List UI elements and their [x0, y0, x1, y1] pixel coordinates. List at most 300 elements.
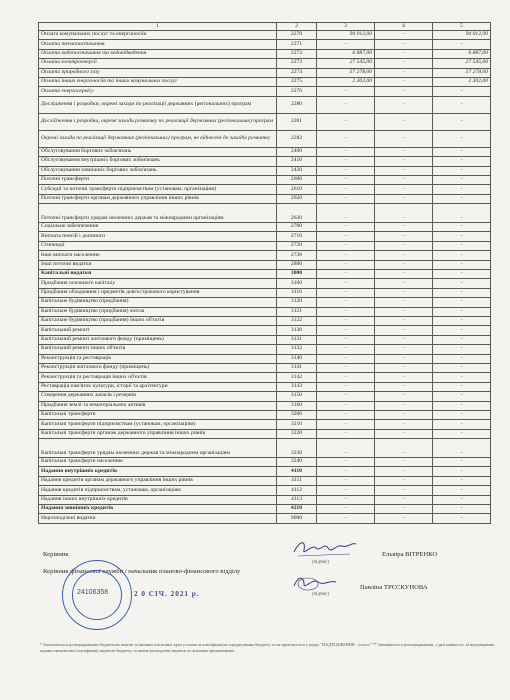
row-name: Обслуговування боргових зобов'язань — [39, 147, 277, 156]
row-code: 2720 — [277, 241, 317, 250]
head-label: Керівник — [43, 551, 69, 558]
row-value-col5: - — [433, 486, 491, 495]
table-row — [39, 204, 491, 223]
row-value-col5: 94 012,00 — [433, 31, 491, 40]
row-value-col3: - — [317, 157, 375, 166]
row-value-col4: - — [375, 260, 433, 269]
row-code: 9000 — [277, 514, 317, 523]
official-seal — [62, 560, 132, 630]
row-value-col5: - — [433, 232, 491, 241]
row-value-col3: - — [317, 298, 375, 307]
row-value-col3: - — [317, 354, 375, 363]
table-row — [39, 270, 491, 279]
head-signature-caption: (підпис) — [312, 560, 329, 565]
row-value-col4: - — [375, 439, 433, 458]
table-row — [39, 260, 491, 269]
row-value-col4: - — [375, 232, 433, 241]
row-code: 2800 — [277, 260, 317, 269]
row-value-col4: - — [375, 392, 433, 401]
table-row — [39, 354, 491, 363]
row-name: Оплата теплопостачання — [39, 40, 277, 49]
row-code: 4112 — [277, 486, 317, 495]
row-name: Придбання обладнання і предметів довгострокового користування — [39, 288, 277, 297]
row-code: 2281 — [277, 113, 317, 130]
row-code: 2730 — [277, 251, 317, 260]
row-value-col3: - — [317, 40, 375, 49]
row-value-col4: - — [375, 458, 433, 467]
row-code: 3210 — [277, 420, 317, 429]
row-value-col3: - — [317, 185, 375, 194]
table-row — [39, 251, 491, 260]
row-value-col5: - — [433, 420, 491, 429]
row-name: Надання внутрішніх кредитів — [39, 467, 277, 476]
row-value-col5: 2 302,00 — [433, 77, 491, 86]
row-code: 2710 — [277, 232, 317, 241]
row-value-col4: - — [375, 467, 433, 476]
row-code: 3240 — [277, 458, 317, 467]
row-value-col3: - — [317, 392, 375, 401]
row-name: Реставрація пам'яток культури, історії та архітектури — [39, 382, 277, 391]
row-value-col4: - — [375, 373, 433, 382]
row-value-col4: - — [375, 223, 433, 232]
row-code: 2272 — [277, 49, 317, 58]
table-row — [39, 113, 491, 130]
row-value-col3: - — [317, 514, 375, 523]
row-value-col3: - — [317, 429, 375, 438]
table-row — [39, 49, 491, 58]
row-name: Капітальні трансферти населенню — [39, 458, 277, 467]
row-value-col3: - — [317, 401, 375, 410]
header-cell-1: 1 — [39, 23, 277, 31]
row-name: Обслуговування внутрішніх боргових зобов'язань — [39, 157, 277, 166]
row-code: 3131 — [277, 335, 317, 344]
row-name: Придбання землі та нематеріальних активів — [39, 401, 277, 410]
row-name: Надання зовнішніх кредитів — [39, 505, 277, 514]
row-value-col3: - — [317, 307, 375, 316]
row-value-col5: - — [433, 147, 491, 156]
row-name: Створення державних запасів і резервів — [39, 392, 277, 401]
row-code: 3120 — [277, 298, 317, 307]
row-code: 3100 — [277, 279, 317, 288]
row-name: Окремі заходи по реалізації державних (регіональних) програм, не віднесені до заходів розвитку — [39, 130, 277, 147]
row-value-col4: - — [375, 495, 433, 504]
row-value-col5: - — [433, 363, 491, 372]
row-value-col5: - — [433, 96, 491, 113]
row-name: Капітальне будівництво (придбання) житла — [39, 307, 277, 316]
row-value-col4: - — [375, 204, 433, 223]
row-name: Капітальні трансферти органам державного управління інших рівнів — [39, 429, 277, 438]
row-value-col4: - — [375, 270, 433, 279]
row-value-col5: - — [433, 241, 491, 250]
row-name: Капітальний ремонт — [39, 326, 277, 335]
header-row — [39, 23, 491, 31]
row-name: Виплата пенсій і допомоги — [39, 232, 277, 241]
row-value-col5: - — [433, 298, 491, 307]
row-name: Оплата водопостачання та водовідведення — [39, 49, 277, 58]
table-row — [39, 335, 491, 344]
row-value-col5: - — [433, 40, 491, 49]
row-code: 2420 — [277, 166, 317, 175]
header-cell-3: 3 — [317, 23, 375, 31]
table-row — [39, 316, 491, 325]
row-value-col3: - — [317, 113, 375, 130]
table-row — [39, 241, 491, 250]
row-value-col3: - — [317, 326, 375, 335]
row-value-col5: - — [433, 514, 491, 523]
row-code: 3143 — [277, 382, 317, 391]
row-value-col4: - — [375, 505, 433, 514]
date-stamp: 2 0 СІЧ. 2021 р. — [134, 590, 200, 598]
row-value-col3: - — [317, 363, 375, 372]
row-value-col4: - — [375, 59, 433, 68]
table-row — [39, 59, 491, 68]
row-value-col4: - — [375, 326, 433, 335]
row-value-col5: - — [433, 157, 491, 166]
table-row — [39, 439, 491, 458]
table-row — [39, 166, 491, 175]
row-value-col5: - — [433, 87, 491, 96]
row-value-col5: - — [433, 505, 491, 514]
table-row — [39, 382, 491, 391]
row-value-col5: - — [433, 288, 491, 297]
row-value-col3: - — [317, 345, 375, 354]
row-name: Оплата електроенергії — [39, 59, 277, 68]
row-value-col4: - — [375, 363, 433, 372]
row-value-col4: - — [375, 476, 433, 485]
row-value-col5: - — [433, 476, 491, 485]
row-name: Інші виплати населенню — [39, 251, 277, 260]
row-value-col5: - — [433, 429, 491, 438]
row-name: Оплата комунальних послуг та енергоносіїв — [39, 31, 277, 40]
finance-signature-caption: (підпис) — [312, 592, 329, 597]
row-name: Придбання основного капіталу — [39, 279, 277, 288]
row-value-col3: - — [317, 96, 375, 113]
table-row — [39, 96, 491, 113]
row-value-col3: - — [317, 87, 375, 96]
row-value-col3: - — [317, 458, 375, 467]
row-code: 2410 — [277, 157, 317, 166]
row-code: 2280 — [277, 96, 317, 113]
row-value-col3: - — [317, 288, 375, 297]
row-value-col4: - — [375, 96, 433, 113]
table-row — [39, 185, 491, 194]
row-value-col3: - — [317, 505, 375, 514]
row-value-col5: 27 545,00 — [433, 59, 491, 68]
table-row — [39, 401, 491, 410]
row-name: Оплата інших енергоносіїв та інших комунальних послуг — [39, 77, 277, 86]
row-name: Капітальне будівництво (придбання) — [39, 298, 277, 307]
row-code: 4111 — [277, 476, 317, 485]
row-value-col3: - — [317, 194, 375, 203]
row-value-col3: - — [317, 476, 375, 485]
row-value-col4: - — [375, 345, 433, 354]
row-value-col3: - — [317, 316, 375, 325]
row-name: Капітальний ремонт житлового фонду (приміщень) — [39, 335, 277, 344]
row-value-col3: 57 278,00 — [317, 68, 375, 77]
row-value-col5: - — [433, 307, 491, 316]
row-value-col4: - — [375, 185, 433, 194]
row-value-col4: - — [375, 354, 433, 363]
row-code: 2276 — [277, 87, 317, 96]
row-code: 3130 — [277, 326, 317, 335]
table-row — [39, 40, 491, 49]
table-row — [39, 486, 491, 495]
row-value-col4: - — [375, 298, 433, 307]
row-value-col4: - — [375, 194, 433, 203]
row-value-col3: - — [317, 232, 375, 241]
table-row — [39, 87, 491, 96]
row-value-col5: - — [433, 113, 491, 130]
row-value-col3: - — [317, 279, 375, 288]
row-code: 3140 — [277, 354, 317, 363]
row-name: Капітальні видатки — [39, 270, 277, 279]
row-value-col5: 6 887,00 — [433, 49, 491, 58]
row-value-col5: - — [433, 401, 491, 410]
row-code: 2600 — [277, 175, 317, 184]
head-signature-icon — [290, 536, 360, 560]
row-value-col4: - — [375, 429, 433, 438]
table-body — [39, 31, 491, 524]
row-code: 3122 — [277, 316, 317, 325]
row-value-col5: 57 278,00 — [433, 68, 491, 77]
finance-signature-icon — [290, 572, 340, 594]
row-name: Реконструкція та реставрація інших об'єктів — [39, 373, 277, 382]
table-row — [39, 373, 491, 382]
row-value-col4: - — [375, 316, 433, 325]
row-value-col5: - — [433, 130, 491, 147]
row-value-col4: - — [375, 335, 433, 344]
table-row — [39, 223, 491, 232]
row-value-col4: - — [375, 87, 433, 96]
table-row — [39, 232, 491, 241]
row-name: Капітальні трансферти підприємствам (установам, організаціям) — [39, 420, 277, 429]
row-value-col5: - — [433, 392, 491, 401]
row-code: 2273 — [277, 59, 317, 68]
row-code: 2620 — [277, 194, 317, 203]
row-value-col5: - — [433, 335, 491, 344]
row-value-col3: - — [317, 223, 375, 232]
table-row — [39, 345, 491, 354]
row-value-col4: - — [375, 157, 433, 166]
row-value-col5: - — [433, 373, 491, 382]
row-value-col3: - — [317, 130, 375, 147]
row-value-col3: - — [317, 410, 375, 419]
row-value-col5: - — [433, 204, 491, 223]
row-value-col3: - — [317, 147, 375, 156]
row-name: Надання кредитів органам державного управління інших рівнів — [39, 476, 277, 485]
row-code: 3230 — [277, 439, 317, 458]
row-value-col3: - — [317, 204, 375, 223]
row-value-col3: 6 887,00 — [317, 49, 375, 58]
row-value-col3: - — [317, 486, 375, 495]
row-name: Субсидії та поточні трансферти підприємствам (установам, організаціям) — [39, 185, 277, 194]
row-value-col5: - — [433, 495, 491, 504]
table-row — [39, 476, 491, 485]
row-code: 2400 — [277, 147, 317, 156]
row-value-col3: 27 545,00 — [317, 59, 375, 68]
row-value-col4: - — [375, 241, 433, 250]
row-code: 2271 — [277, 40, 317, 49]
row-name: Соціальне забезпечення — [39, 223, 277, 232]
table-row — [39, 326, 491, 335]
row-value-col3: - — [317, 495, 375, 504]
row-code: 3160 — [277, 401, 317, 410]
row-value-col5: - — [433, 185, 491, 194]
table-row — [39, 288, 491, 297]
table-row — [39, 420, 491, 429]
row-value-col5: - — [433, 166, 491, 175]
row-value-col4: - — [375, 288, 433, 297]
table-row — [39, 514, 491, 523]
row-value-col5: - — [433, 316, 491, 325]
row-value-col4: - — [375, 77, 433, 86]
row-value-col3: 94 012,00 — [317, 31, 375, 40]
row-name: Реконструкція та реставрація — [39, 354, 277, 363]
row-code: 3150 — [277, 392, 317, 401]
table-row — [39, 392, 491, 401]
row-code: 3141 — [277, 363, 317, 372]
row-value-col5: - — [433, 175, 491, 184]
row-value-col3: - — [317, 241, 375, 250]
row-value-col4: - — [375, 514, 433, 523]
row-value-col4: - — [375, 166, 433, 175]
table-row — [39, 175, 491, 184]
row-value-col3: - — [317, 260, 375, 269]
finance-head-name: Павліна ТРЄСКУНОВА — [360, 584, 428, 591]
row-name: Дослідження і розробки, окремі заходи розвитку по реалізації державних (регіональних) програм — [39, 113, 277, 130]
row-name: Поточні трансферти органам державного управління інших рівнів — [39, 194, 277, 203]
row-value-col3: - — [317, 175, 375, 184]
row-value-col5: - — [433, 251, 491, 260]
row-value-col5: - — [433, 410, 491, 419]
row-value-col4: - — [375, 410, 433, 419]
footnote: * Заповнюється розпорядниками бюджетних коштів та іншими клієнтами, крім установ за класифікацією кредитування бюджету та не враховується у рядку "НАДХОДЖЕННЯ - усього" ** Заповнюється розпорядниками, у разі наявності, за відповідними кодами економічної класифікації видатків бюджету, за якими розподілені видатки за цільовим призначенням — [40, 642, 495, 653]
row-value-col5: - — [433, 458, 491, 467]
row-value-col5: - — [433, 354, 491, 363]
row-name: Капітальний ремонт інших об'єктів — [39, 345, 277, 354]
row-code: 4210 — [277, 505, 317, 514]
table-row — [39, 130, 491, 147]
row-name: Капітальне будівництво (придбання) інших об'єктів — [39, 316, 277, 325]
row-name: Поточні трансферти урядам іноземних держав та міжнародним організаціям — [39, 204, 277, 223]
row-value-col3: - — [317, 467, 375, 476]
row-value-col3: 2 302,00 — [317, 77, 375, 86]
row-name: Поточні трансферти — [39, 175, 277, 184]
row-value-col5: - — [433, 194, 491, 203]
row-value-col5: - — [433, 345, 491, 354]
row-value-col4: - — [375, 113, 433, 130]
table-row — [39, 157, 491, 166]
table-row — [39, 194, 491, 203]
row-value-col3: - — [317, 420, 375, 429]
table-row — [39, 147, 491, 156]
table-row — [39, 279, 491, 288]
row-name: Надання кредитів підприємствам, установам, організаціям — [39, 486, 277, 495]
finance-head-label: Керівник фінансової служби / начальник планово-фінансового відділу — [43, 568, 241, 575]
row-value-col5: - — [433, 326, 491, 335]
row-value-col4: - — [375, 420, 433, 429]
row-code: 3000 — [277, 270, 317, 279]
header-cell-5: 5 — [433, 23, 491, 31]
table-row — [39, 458, 491, 467]
row-name: Стипендії — [39, 241, 277, 250]
row-code: 3142 — [277, 373, 317, 382]
row-value-col4: - — [375, 40, 433, 49]
row-value-col5: - — [433, 382, 491, 391]
row-value-col4: - — [375, 130, 433, 147]
row-code: 4110 — [277, 467, 317, 476]
row-name: Капітальні трансферти — [39, 410, 277, 419]
row-code: 3200 — [277, 410, 317, 419]
row-name: Обслуговування зовнішніх боргових зобов'язань — [39, 166, 277, 175]
row-value-col4: - — [375, 279, 433, 288]
row-value-col5: - — [433, 270, 491, 279]
row-value-col5: - — [433, 467, 491, 476]
table-row — [39, 68, 491, 77]
row-value-col4: - — [375, 31, 433, 40]
head-name: Ельвіра ВІТРЕНКО — [382, 551, 438, 558]
row-value-col4: - — [375, 251, 433, 260]
table-row — [39, 410, 491, 419]
row-code: 3110 — [277, 288, 317, 297]
row-code: 3220 — [277, 429, 317, 438]
row-value-col4: - — [375, 307, 433, 316]
row-name: Оплата енергосервісу — [39, 87, 277, 96]
row-value-col5: - — [433, 260, 491, 269]
row-value-col4: - — [375, 147, 433, 156]
row-code: 2630 — [277, 204, 317, 223]
header-cell-2: 2 — [277, 23, 317, 31]
row-value-col5: - — [433, 279, 491, 288]
row-code: 2270 — [277, 31, 317, 40]
table-row — [39, 495, 491, 504]
row-code: 2700 — [277, 223, 317, 232]
table-row — [39, 31, 491, 40]
row-code: 2282 — [277, 130, 317, 147]
row-value-col3: - — [317, 382, 375, 391]
table-row — [39, 467, 491, 476]
row-value-col3: - — [317, 373, 375, 382]
seal-number: 24106358 — [77, 589, 109, 596]
row-value-col4: - — [375, 49, 433, 58]
row-name: Капітальні трансферти урядам іноземних держав та міжнародним організаціям — [39, 439, 277, 458]
row-value-col3: - — [317, 335, 375, 344]
row-code: 2275 — [277, 77, 317, 86]
row-name: Дослідження і розробки, окремі заходи по реалізації державних (регіональних) програм — [39, 96, 277, 113]
row-code: 2274 — [277, 68, 317, 77]
header-cell-4: 4 — [375, 23, 433, 31]
table-row — [39, 429, 491, 438]
row-value-col4: - — [375, 486, 433, 495]
row-value-col5: - — [433, 439, 491, 458]
budget-table — [38, 22, 491, 524]
row-name: Надання інших внутрішніх кредитів — [39, 495, 277, 504]
row-value-col4: - — [375, 382, 433, 391]
row-name: Реконструкція житлового фонду (приміщень) — [39, 363, 277, 372]
row-name: Нерозподілені видатки — [39, 514, 277, 523]
table-row — [39, 77, 491, 86]
row-name: Оплата природного газу — [39, 68, 277, 77]
row-value-col3: - — [317, 166, 375, 175]
row-value-col4: - — [375, 175, 433, 184]
table-row — [39, 505, 491, 514]
row-value-col4: - — [375, 401, 433, 410]
row-value-col3: - — [317, 439, 375, 458]
table-row — [39, 307, 491, 316]
row-value-col4: - — [375, 68, 433, 77]
table-row — [39, 363, 491, 372]
row-code: 3121 — [277, 307, 317, 316]
